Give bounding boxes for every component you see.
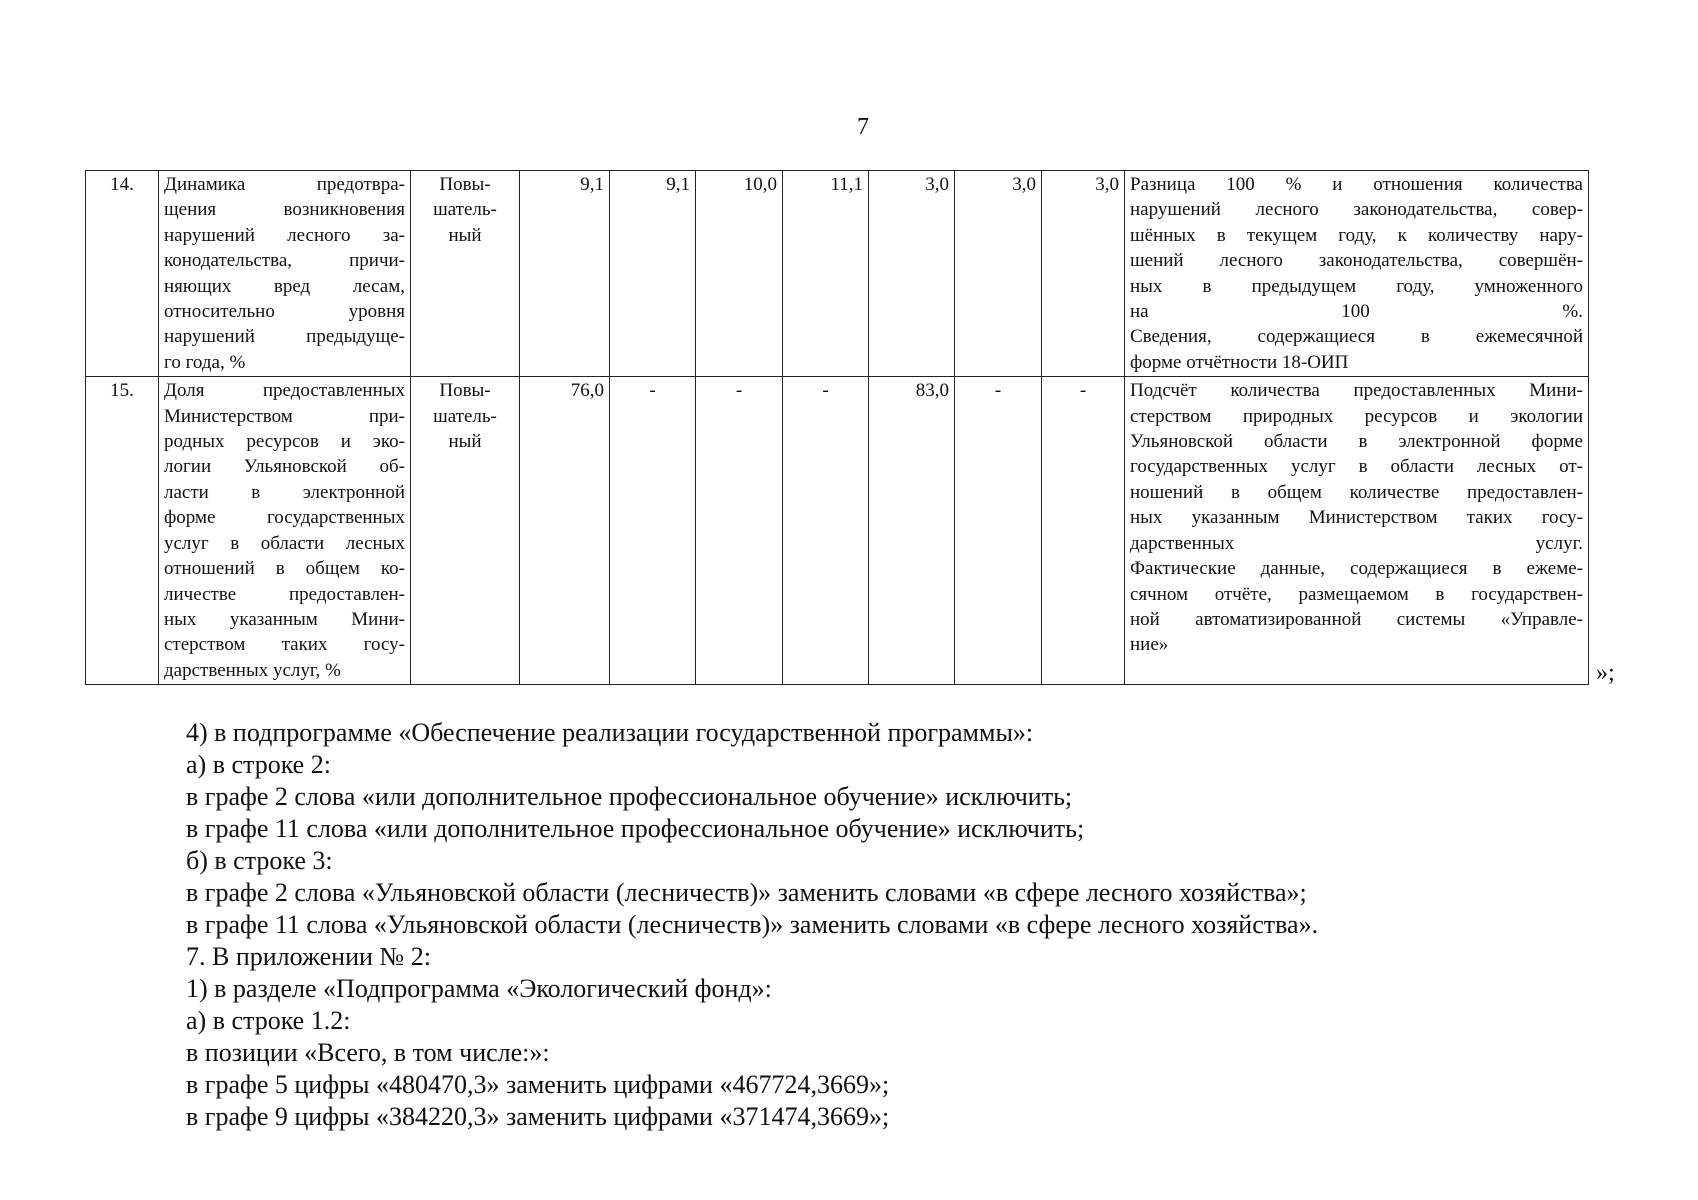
body-line: а) в строке 2: [186, 750, 331, 779]
body-line: а) в строке 1.2: [186, 1006, 351, 1035]
cell-line: Разница 100 % и отношения количества [1130, 174, 1583, 195]
cell-line: услуг в области лесных [164, 532, 405, 554]
indicator-value: 10,0 [696, 171, 783, 377]
page-number: 7 [857, 114, 869, 140]
cell-line: дарственных услуг, % [164, 659, 341, 681]
cell-line: Доля предоставленных [164, 380, 405, 402]
cell-line: на 100 %. [1130, 301, 1583, 323]
table-row [86, 171, 1589, 377]
cell-line: ношений в общем количестве предоставлен- [1130, 481, 1583, 503]
body-line: 4) в подпрограмме «Обеспечение реализации государственной программы»: [186, 718, 1034, 747]
cell-line: го года, % [164, 351, 246, 373]
body-line: 7. В приложении № 2: [186, 942, 431, 971]
indicator-value: 11,1 [783, 171, 869, 377]
indicator-value: - [610, 377, 696, 685]
amendment-text [186, 717, 1626, 1133]
indicator-name [159, 377, 411, 685]
indicator-value: 3,0 [955, 171, 1042, 377]
indicator-value: - [955, 377, 1042, 685]
body-line: 1) в разделе «Подпрограмма «Экологический фонд»: [186, 974, 772, 1003]
cell-line: Подсчёт количества предоставленных Мини- [1130, 380, 1583, 402]
cell-line: няющих вред лесам, [164, 275, 405, 297]
indicator-value: 83,0 [869, 377, 955, 685]
cell-line: стерством природных ресурсов и экологии [1130, 405, 1583, 427]
cell-line: нарушений лесного за- [164, 224, 405, 246]
cell-line: шатель- [433, 405, 497, 427]
cell-line: конодательства, причи- [164, 250, 405, 272]
body-line: в позиции «Всего, в том числе:»: [186, 1038, 550, 1067]
calculation-method [1125, 171, 1589, 377]
cell-line: Динамика предотвра- [164, 174, 405, 195]
indicator-value: 3,0 [1042, 171, 1125, 377]
cell-line: родных ресурсов и эко- [164, 431, 405, 453]
body-line: в графе 2 слова «Ульяновской области (лесничеств)» заменить словами «в сфере лесного хозяйства»; [186, 878, 1307, 907]
cell-line: шённых в текущем году, к количеству нару- [1130, 224, 1583, 246]
closing-quote-mark: »; [1596, 660, 1615, 686]
cell-line: государственных услуг в области лесных от- [1130, 456, 1583, 478]
cell-line: Повы- [439, 174, 491, 195]
indicator-value: - [1042, 377, 1125, 685]
cell-line: нарушений предыдуще- [164, 326, 405, 348]
calculation-method [1125, 377, 1589, 685]
cell-line: форме государственных [164, 507, 405, 529]
cell-line: ние» [1130, 634, 1169, 656]
cell-line: ный [448, 224, 482, 246]
cell-line: логии Ульяновской об- [164, 456, 405, 478]
cell-line: ных указанным Мини- [164, 608, 405, 630]
indicator-value: - [783, 377, 869, 685]
cell-line: ный [448, 431, 482, 453]
row-number: 15. [86, 377, 159, 685]
indicator-value: 3,0 [869, 171, 955, 377]
cell-line: Министерством при- [164, 405, 405, 427]
body-line: б) в строке 3: [186, 846, 333, 875]
body-line: в графе 11 слова «или дополнительное профессиональное обучение» исключить; [186, 814, 1085, 843]
cell-line: сячном отчёте, размещаемом в государствен- [1130, 583, 1583, 605]
cell-line: форме отчётности 18-ОИП [1130, 351, 1349, 373]
indicator-trend [411, 171, 520, 377]
table-row [86, 377, 1589, 685]
indicator-value: 9,1 [520, 171, 610, 377]
cell-line: шатель- [433, 199, 497, 221]
cell-line: ной автоматизированной системы «Управле- [1130, 608, 1583, 630]
row-number: 14. [86, 171, 159, 377]
body-line: в графе 2 слова «или дополнительное профессиональное обучение» исключить; [186, 782, 1073, 811]
indicator-trend [411, 377, 520, 685]
cell-line: дарственных услуг. [1130, 532, 1583, 554]
indicator-value: - [696, 377, 783, 685]
cell-line: щения возникновения [164, 199, 405, 221]
cell-line: нарушений лесного законодательства, совер- [1130, 199, 1583, 221]
body-line: в графе 5 цифры «480470,3» заменить цифрами «467724,3669»; [186, 1070, 890, 1099]
indicator-value: 9,1 [610, 171, 696, 377]
cell-line: Фактические данные, содержащиеся в ежеме- [1130, 558, 1583, 580]
indicator-name [159, 171, 411, 377]
indicators-table [85, 170, 1589, 685]
cell-line: стерством таких госу- [164, 634, 405, 656]
cell-line: Ульяновской области в электронной форме [1130, 431, 1583, 453]
cell-line: личестве предоставлен- [164, 583, 405, 605]
cell-line: шений лесного законодательства, совершён- [1130, 250, 1583, 272]
body-line: в графе 11 слова «Ульяновской области (лесничеств)» заменить словами «в сфере лесного хозяйства». [186, 910, 1319, 939]
cell-line: Повы- [439, 380, 491, 402]
cell-line: ных указанным Министерством таких госу- [1130, 507, 1583, 529]
indicator-value: 76,0 [520, 377, 610, 685]
cell-line: относительно уровня [164, 301, 405, 323]
cell-line: Сведения, содержащиеся в ежемесячной [1130, 326, 1583, 348]
cell-line: ласти в электронной [164, 481, 405, 503]
cell-line: ных в предыдущем году, умноженного [1130, 275, 1583, 297]
body-line: в графе 9 цифры «384220,3» заменить цифрами «371474,3669»; [186, 1102, 890, 1131]
cell-line: отношений в общем ко- [164, 558, 405, 580]
